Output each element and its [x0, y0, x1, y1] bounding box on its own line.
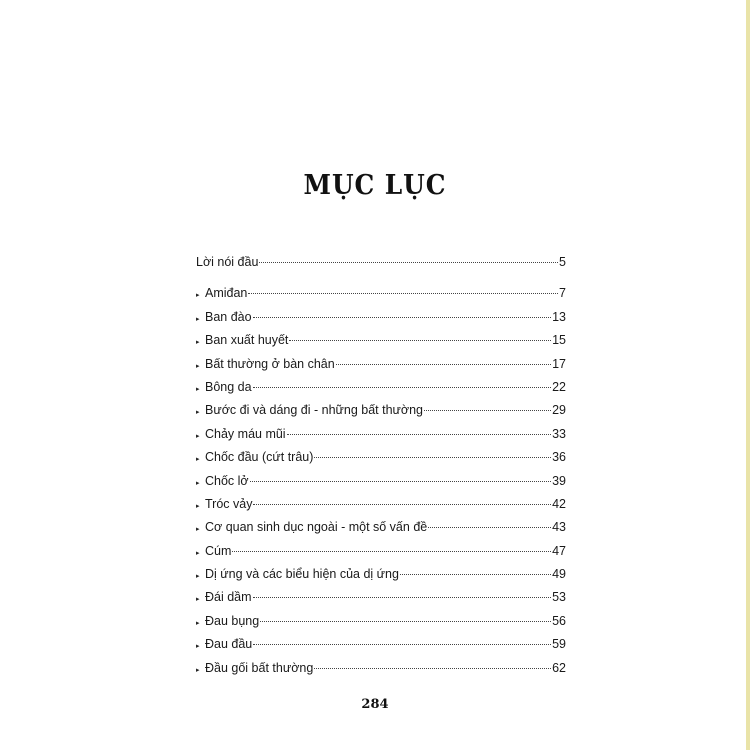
toc-entry-page: 49 — [552, 567, 566, 582]
toc-entry-page: 62 — [552, 660, 566, 675]
toc-entry-label: Đau đầu — [205, 637, 253, 652]
toc-entry — [196, 470, 566, 493]
toc-entry — [196, 329, 566, 352]
dot-leader — [289, 340, 551, 341]
toc-entry-label: Tróc vảy — [205, 496, 253, 511]
toc-entry — [196, 306, 566, 329]
bullet-icon: ▸ — [196, 385, 200, 393]
bullet-icon: ▸ — [196, 526, 200, 534]
toc-entry-page: 29 — [552, 403, 566, 418]
bullet-icon: ▸ — [196, 339, 200, 347]
page-edge — [746, 0, 750, 750]
toc-heading: MỤC LỤC — [303, 170, 447, 201]
dot-leader — [336, 364, 551, 365]
dot-leader — [253, 644, 551, 645]
bullet-icon: ▸ — [196, 549, 200, 557]
toc-entry-page: 22 — [552, 379, 566, 394]
toc-entry-page: 47 — [552, 543, 566, 558]
toc-entry-label: Đau bụng — [205, 613, 260, 628]
toc-entry-page: 17 — [552, 356, 566, 371]
toc-entry-label: Ban đào — [205, 309, 252, 324]
dot-leader — [428, 527, 551, 528]
dot-leader — [424, 410, 551, 411]
bullet-icon: ▸ — [196, 619, 200, 627]
bullet-icon: ▸ — [196, 643, 200, 651]
toc-entry-page: 15 — [552, 333, 566, 348]
toc-entry — [196, 423, 566, 446]
toc-entry — [196, 376, 566, 399]
toc-entry — [196, 493, 566, 516]
toc-entry — [196, 586, 566, 609]
toc-entry-label: Đái dầm — [205, 590, 252, 605]
toc-entry-label: Dị ứng và các biểu hiện của dị ứng — [205, 567, 399, 582]
bullet-icon: ▸ — [196, 479, 200, 487]
toc-entry-page: 43 — [552, 520, 566, 535]
toc-entry-label: Ban xuất huyết — [205, 333, 289, 348]
toc-entry-page: 13 — [552, 309, 566, 324]
dot-leader — [253, 504, 551, 505]
dot-leader — [287, 434, 552, 435]
dot-leader — [260, 621, 551, 622]
toc-entry-page: 59 — [552, 637, 566, 652]
toc-entry-label: Chốc lở — [205, 473, 249, 488]
toc-entry-page: 36 — [552, 450, 566, 465]
toc-entry — [196, 399, 566, 422]
dot-leader — [253, 317, 552, 318]
bullet-icon: ▸ — [196, 315, 200, 323]
toc-entry-label: Amiđan — [205, 286, 248, 301]
toc-entry — [196, 563, 566, 586]
dot-leader — [248, 293, 558, 294]
toc-entry-label: Bất thường ở bàn chân — [205, 356, 335, 371]
bullet-icon: ▸ — [196, 292, 200, 300]
bullet-icon: ▸ — [196, 362, 200, 370]
toc-entry — [196, 353, 566, 376]
dot-leader — [253, 387, 552, 388]
toc-entry — [196, 610, 566, 633]
bullet-icon: ▸ — [196, 432, 200, 440]
page-number: 284 — [361, 697, 389, 712]
bullet-icon: ▸ — [196, 596, 200, 604]
toc-entry-page: 56 — [552, 613, 566, 628]
toc-entry-page: 33 — [552, 426, 566, 441]
dot-leader — [259, 262, 558, 263]
dot-leader — [253, 597, 552, 598]
toc-entry-label: Chảy máu mũi — [205, 426, 286, 441]
toc-entry — [196, 446, 566, 469]
toc-entry — [196, 633, 566, 656]
toc-preface-label: Lời nói đầu — [196, 255, 259, 269]
dot-leader — [400, 574, 551, 575]
toc-entry-label: Bông da — [205, 379, 252, 394]
toc-entry — [196, 282, 566, 305]
toc-entry-label: Đầu gối bất thường — [205, 660, 314, 675]
toc-entry-page: 7 — [559, 286, 566, 301]
toc-preface-page: 5 — [559, 255, 566, 269]
dot-leader — [314, 668, 551, 669]
toc-entry — [196, 516, 566, 539]
toc-entry — [196, 540, 566, 563]
toc-preface-row — [196, 251, 566, 274]
toc-entry-page: 42 — [552, 496, 566, 511]
toc-entry-page: 53 — [552, 590, 566, 605]
toc-entry-label: Cơ quan sinh dục ngoài - một số vấn đề — [205, 520, 428, 535]
toc-entry — [196, 657, 566, 680]
bullet-icon: ▸ — [196, 666, 200, 674]
dot-leader — [314, 457, 551, 458]
bullet-icon: ▸ — [196, 456, 200, 464]
toc-entry-label: Cúm — [205, 543, 232, 558]
bullet-icon: ▸ — [196, 502, 200, 510]
bullet-icon: ▸ — [196, 573, 200, 581]
dot-leader — [250, 481, 551, 482]
table-of-contents — [196, 251, 566, 680]
bullet-icon: ▸ — [196, 409, 200, 417]
toc-entry-page: 39 — [552, 473, 566, 488]
dot-leader — [232, 551, 551, 552]
toc-entry-label: Chốc đầu (cứt trâu) — [205, 450, 314, 465]
toc-entry-label: Bước đi và dáng đi - những bất thường — [205, 403, 424, 418]
